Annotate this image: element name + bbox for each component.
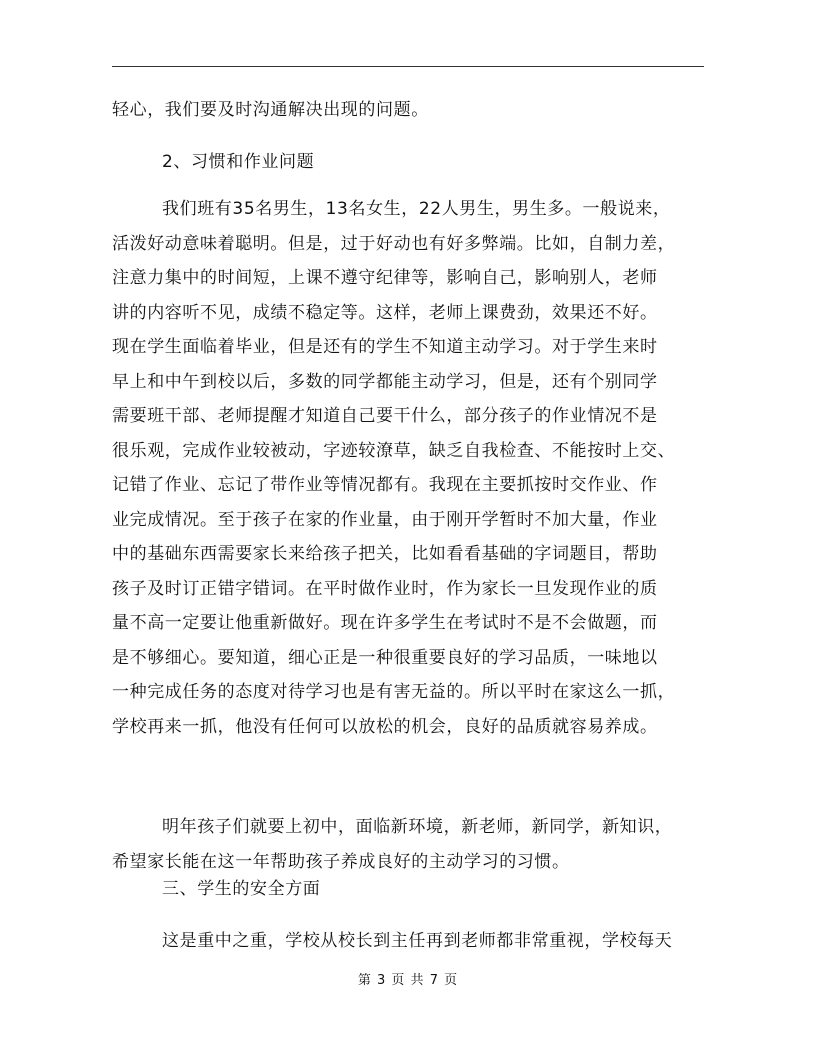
text-line: 是不够细心。要知道，细心正是一种很重要良好的学习品质，一味地以 [112, 647, 658, 668]
text-line: 讲的内容听不见，成绩不稳定等。这样，老师上课费劲，效果还不好。 [112, 302, 658, 323]
text-line: 我们班有35名男生，13名女生，22人男生，男生多。一般说来， [162, 199, 671, 219]
text-line: 早上和中午到校以后，多数的同学都能主动学习，但是，还有个别同学 [112, 371, 658, 392]
paragraph-safety-body [112, 924, 708, 959]
text-line: 孩子及时订正错字错词。在平时做作业时，作为家长一旦发现作业的质 [112, 578, 658, 599]
text-line: 业完成情况。至于孩子在家的作业量，由于刚开学暂时不加大量，作业 [112, 509, 658, 530]
text-line: 2、习惯和作业问题 [162, 152, 315, 172]
paragraph-next-year [112, 810, 708, 879]
section-heading-safety [112, 872, 708, 907]
text-line: 注意力集中的时间短，上课不遵守纪律等，影响自己，影响别人，老师 [112, 268, 658, 288]
page-number-footer: 第 3 页 共 7 页 [357, 973, 459, 988]
text-line: 中的基础东西需要家长来给孩子把关，比如看看基础的字词题目，帮助 [112, 544, 658, 564]
text-line: 学校再来一抓，他没有任何可以放松的机会，良好的品质就容易养成。 [112, 716, 658, 737]
text-line: 希望家长能在这一年帮助孩子养成良好的主动学习的习惯。 [112, 851, 570, 872]
text-line: 一种完成任务的态度对待学习也是有害无益的。所以平时在家这么一抓， [112, 682, 676, 702]
text-line: 现在学生面临着毕业，但是还有的学生不知道主动学习。对于学生来时 [112, 337, 658, 357]
paragraph-continuation [112, 93, 708, 128]
section-heading-habits [112, 145, 708, 180]
text-line: 活泼好动意味着聪明。但是，过于好动也有好多弊端。比如，自制力差， [112, 233, 676, 254]
text-line: 这是重中之重，学校从校长到主任再到老师都非常重视，学校每天 [162, 931, 673, 951]
text-line: 轻心，我们要及时沟通解决出现的问题。 [112, 100, 429, 120]
text-line: 记错了作业、忘记了带作业等情况都有。我现在主要抓按时交作业、作 [112, 475, 658, 495]
header-rule [112, 66, 704, 67]
text-line: 量不高一定要让他重新做好。现在许多学生在考试时不是不会做题，而 [112, 613, 658, 633]
text-line: 需要班干部、老师提醒才知道自己要干什么，部分孩子的作业情况不是 [112, 406, 658, 426]
paragraph-habits-body [112, 192, 708, 744]
text-line: 三、学生的安全方面 [162, 879, 321, 899]
text-line: 很乐观，完成作业较被动，字迹较潦草，缺乏自我检查、不能按时上交、 [112, 440, 676, 461]
text-line: 明年孩子们就要上初中，面临新环境，新老师，新同学，新知识， [162, 817, 673, 837]
